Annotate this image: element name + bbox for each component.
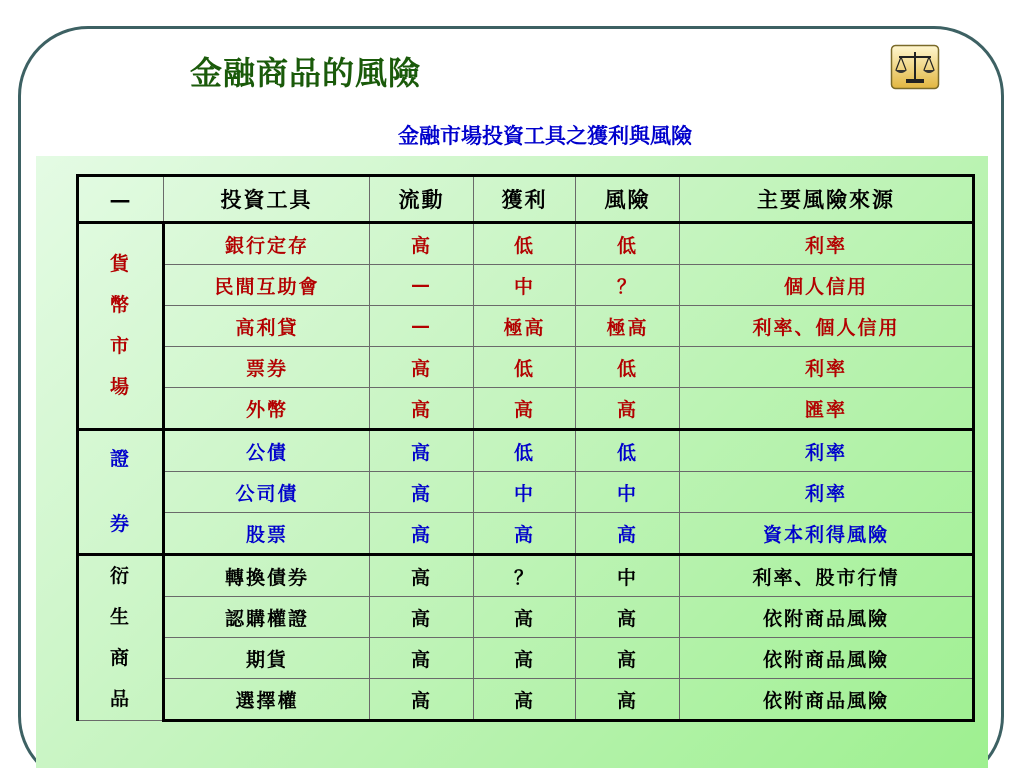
table-cell: 高 xyxy=(370,223,474,265)
table-row xyxy=(78,430,974,472)
table-cell: 低 xyxy=(474,223,576,265)
group-label-derivatives xyxy=(78,555,164,721)
table-cell: 銀行定存 xyxy=(164,223,370,265)
group-label-char: 貨 xyxy=(109,253,131,275)
scales-icon xyxy=(890,44,940,90)
table-cell: 高 xyxy=(576,388,680,430)
table-cell: 低 xyxy=(576,223,680,265)
table-cell: 中 xyxy=(474,265,576,306)
table-cell: 極高 xyxy=(576,306,680,347)
group-label-char: 商 xyxy=(109,647,131,669)
table-cell: 高 xyxy=(370,388,474,430)
group-label-money-market xyxy=(78,223,164,430)
table-header-row xyxy=(78,176,974,223)
table-cell: — xyxy=(370,306,474,347)
table-cell: 外幣 xyxy=(164,388,370,430)
table-cell: 低 xyxy=(474,347,576,388)
table-row xyxy=(78,555,974,597)
table-cell: 高 xyxy=(474,513,576,555)
table-cell: 低 xyxy=(576,347,680,388)
header-cell: — xyxy=(78,176,164,223)
table-row xyxy=(78,347,974,388)
table-cell: 公司債 xyxy=(164,472,370,513)
table-cell: 依附商品風險 xyxy=(680,679,974,721)
group-label-char: 幣 xyxy=(109,294,131,316)
table-cell: 依附商品風險 xyxy=(680,597,974,638)
table-cell: 個人信用 xyxy=(680,265,974,306)
table-cell: 高 xyxy=(370,638,474,679)
table-cell: 利率 xyxy=(680,472,974,513)
table-cell: 高 xyxy=(474,597,576,638)
table-cell: 民間互助會 xyxy=(164,265,370,306)
group-label-char: 品 xyxy=(109,688,131,710)
table-cell: 高 xyxy=(370,472,474,513)
table-row xyxy=(78,388,974,430)
table-cell: 高 xyxy=(370,430,474,472)
header-cell: 投資工具 xyxy=(164,176,370,223)
table-cell: 高 xyxy=(474,388,576,430)
table-cell: 高利貸 xyxy=(164,306,370,347)
table-row xyxy=(78,472,974,513)
group-label-char: 券 xyxy=(109,513,131,535)
header-cell: 主要風險來源 xyxy=(680,176,974,223)
table-cell: 高 xyxy=(474,679,576,721)
table-row xyxy=(78,513,974,555)
table-cell: 高 xyxy=(576,638,680,679)
table-cell: 高 xyxy=(370,347,474,388)
table-cell: 利率 xyxy=(680,430,974,472)
table-cell: 票券 xyxy=(164,347,370,388)
table-row xyxy=(78,638,974,679)
group-label-securities xyxy=(78,430,164,555)
table-row xyxy=(78,597,974,638)
group-label-char: 證 xyxy=(109,448,131,470)
table-cell: 利率 xyxy=(680,347,974,388)
table-cell: 匯率 xyxy=(680,388,974,430)
table-cell: 依附商品風險 xyxy=(680,638,974,679)
table-cell: 利率、個人信用 xyxy=(680,306,974,347)
table-cell: 高 xyxy=(576,597,680,638)
table-cell: 中 xyxy=(474,472,576,513)
table-cell: 選擇權 xyxy=(164,679,370,721)
group-label-char: 生 xyxy=(109,606,131,628)
table-cell: 高 xyxy=(474,638,576,679)
table-cell: 期貨 xyxy=(164,638,370,679)
table-cell: 高 xyxy=(370,513,474,555)
table-cell: 公債 xyxy=(164,430,370,472)
header-cell: 風險 xyxy=(576,176,680,223)
table-row xyxy=(78,306,974,347)
slide-subtitle: 金融市場投資工具之獲利與風險 xyxy=(398,123,692,148)
table-cell: 高 xyxy=(576,679,680,721)
table-cell: 高 xyxy=(370,555,474,597)
table-cell: 高 xyxy=(576,513,680,555)
table-cell: 認購權證 xyxy=(164,597,370,638)
table-row xyxy=(78,679,974,721)
table-cell: 高 xyxy=(370,597,474,638)
group-label-char: 市 xyxy=(109,335,131,357)
group-label-char: 場 xyxy=(109,376,131,398)
table-cell: ？ xyxy=(576,265,680,306)
header-cell: 流動 xyxy=(370,176,474,223)
table-cell: 低 xyxy=(474,430,576,472)
table-cell: 轉換債券 xyxy=(164,555,370,597)
table-cell: — xyxy=(370,265,474,306)
table-cell: 股票 xyxy=(164,513,370,555)
table-cell: 資本利得風險 xyxy=(680,513,974,555)
table-cell: 中 xyxy=(576,472,680,513)
table-row xyxy=(78,223,974,265)
table-cell: ？ xyxy=(474,555,576,597)
table-cell: 利率、股市行情 xyxy=(680,555,974,597)
table-cell: 極高 xyxy=(474,306,576,347)
group-label-char: 衍 xyxy=(109,565,131,587)
table-cell: 高 xyxy=(370,679,474,721)
slide-title: 金融商品的風險 xyxy=(190,54,422,92)
table-cell: 中 xyxy=(576,555,680,597)
table-cell: 利率 xyxy=(680,223,974,265)
table-row xyxy=(78,265,974,306)
table-cell: 低 xyxy=(576,430,680,472)
header-cell: 獲利 xyxy=(474,176,576,223)
risk-table xyxy=(76,174,975,722)
